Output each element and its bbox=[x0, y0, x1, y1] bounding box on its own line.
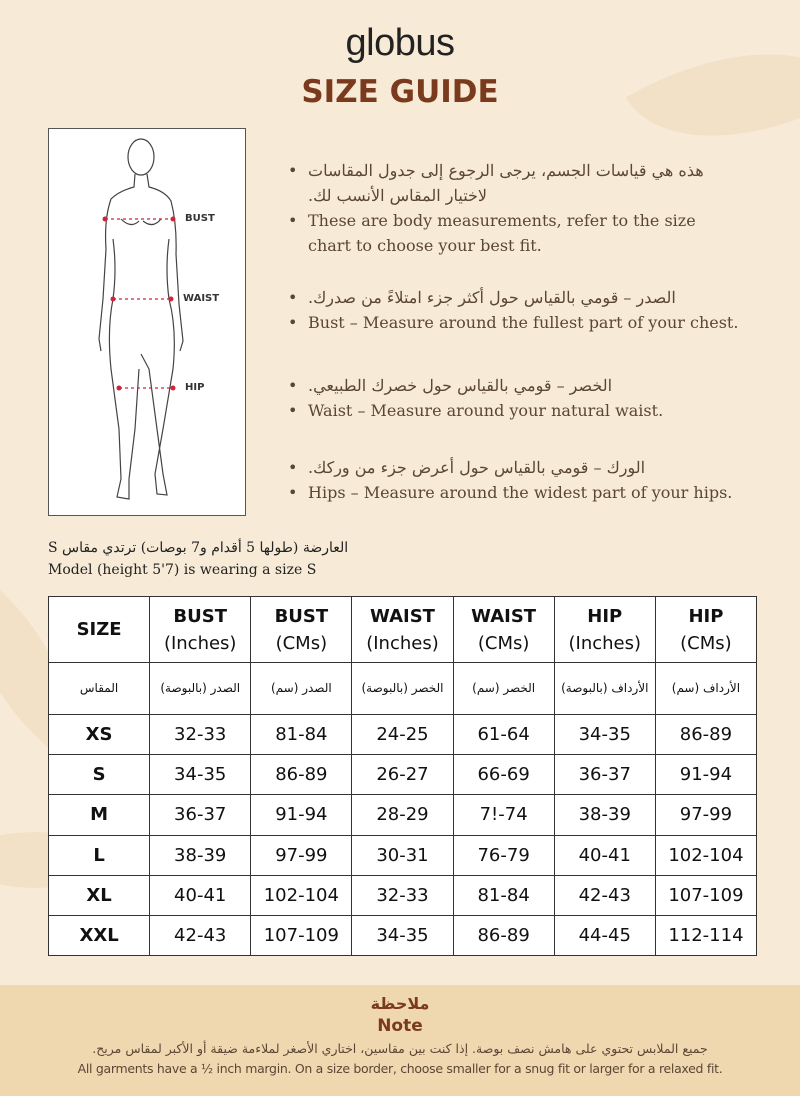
table-cell: 34-35 bbox=[352, 915, 453, 955]
header-unit: (CMs) bbox=[477, 632, 530, 654]
header-main: WAIST bbox=[370, 605, 435, 627]
table-cell: 40-41 bbox=[554, 835, 655, 875]
page-title: SIZE GUIDE bbox=[301, 74, 499, 110]
table-cell: 32-33 bbox=[352, 875, 453, 915]
note-text-ar: جميع الملابس تحتوي على هامش نصف بوصة. إذا كنت بين مقاسين، اختاري الأصغر لملاءمة ضيقة أو الأكبر لمقاس مريح. bbox=[92, 1041, 708, 1056]
table-cell: 91-94 bbox=[655, 755, 756, 795]
table-cell: 40-41 bbox=[150, 875, 251, 915]
bullet-ar: • الصدر – قومي بالقياس حول أكثر جزء امتلاءً من صدرك. bbox=[288, 285, 788, 310]
header-main: BUST bbox=[173, 605, 227, 627]
bullet-ar: • الخصر – قومي بالقياس حول خصرك الطبيعي. bbox=[288, 373, 788, 398]
header-unit: (Inches) bbox=[366, 632, 439, 654]
table-cell: L bbox=[49, 835, 150, 875]
table-cell: 102-104 bbox=[655, 835, 756, 875]
note-title-en: Note bbox=[377, 1016, 423, 1036]
column-header bbox=[352, 597, 453, 663]
table-cell: 66-69 bbox=[453, 755, 554, 795]
note-text-en: All garments have a ½ inch margin. On a size border, choose smaller for a snug fit or larger for a relaxed fit. bbox=[77, 1061, 723, 1076]
header-main: SIZE bbox=[76, 619, 122, 640]
table-cell: 97-99 bbox=[655, 795, 756, 835]
column-header-ar: المقاس bbox=[49, 663, 150, 715]
table-row bbox=[49, 915, 757, 955]
column-header bbox=[554, 597, 655, 663]
note-title-ar: ملاحظة bbox=[370, 994, 430, 1013]
header-row bbox=[49, 597, 757, 663]
table-cell: 42-43 bbox=[554, 875, 655, 915]
column-header-ar: الصدر (سم) bbox=[251, 663, 352, 715]
brand-logo: globus bbox=[345, 22, 455, 64]
table-cell: 34-35 bbox=[554, 715, 655, 755]
table-row bbox=[49, 835, 757, 875]
body-measurement-figure bbox=[48, 128, 246, 516]
model-info-en: Model (height 5'7) is wearing a size S bbox=[48, 562, 317, 578]
header-unit: (Inches) bbox=[163, 632, 237, 654]
hip-label: HIP bbox=[185, 382, 205, 393]
size-chart-table bbox=[48, 596, 757, 956]
table-cell: 76-79 bbox=[453, 835, 554, 875]
bullet-en: • Bust – Measure around the fullest part of your chest. bbox=[288, 310, 788, 335]
table-cell: 38-39 bbox=[554, 795, 655, 835]
table-row bbox=[49, 715, 757, 755]
table-cell: 7!-74 bbox=[453, 795, 554, 835]
table-cell: 86-89 bbox=[655, 715, 756, 755]
table-cell: 97-99 bbox=[251, 835, 352, 875]
table-cell: XL bbox=[49, 875, 150, 915]
bullet-ar: • الورك – قومي بالقياس حول أعرض جزء من وركك. bbox=[288, 455, 788, 480]
table-cell: 86-89 bbox=[251, 755, 352, 795]
table-cell: 26-27 bbox=[352, 755, 453, 795]
table-cell: 61-64 bbox=[453, 715, 554, 755]
column-header bbox=[49, 597, 150, 663]
bullet-en: • Waist – Measure around your natural waist. bbox=[288, 398, 788, 423]
header-main: BUST bbox=[274, 605, 329, 627]
table-cell: 86-89 bbox=[453, 915, 554, 955]
table-cell: 91-94 bbox=[251, 795, 352, 835]
bust-label: BUST bbox=[185, 213, 215, 224]
bullet-en: • These are body measurements, refer to the size chart to choose your best fit. bbox=[288, 208, 738, 258]
column-header bbox=[150, 597, 251, 663]
header-main: WAIST bbox=[471, 605, 537, 627]
model-info bbox=[48, 537, 348, 581]
table-row bbox=[49, 795, 757, 835]
model-info-ar: العارضة (طولها 5 أقدام و7 بوصات) ترتدي مقاس S bbox=[48, 540, 349, 556]
table-cell: 112-114 bbox=[655, 915, 756, 955]
table-row bbox=[49, 755, 757, 795]
header-unit: (CMs) bbox=[275, 632, 328, 654]
header-main: HIP bbox=[587, 605, 623, 627]
table-cell: 44-45 bbox=[554, 915, 655, 955]
column-header-ar: الأرداف (سم) bbox=[655, 663, 756, 715]
column-header-ar: الصدر (بالبوصة) bbox=[150, 663, 251, 715]
table-cell: S bbox=[49, 755, 150, 795]
table-row bbox=[49, 875, 757, 915]
column-header bbox=[655, 597, 756, 663]
table-cell: 36-37 bbox=[554, 755, 655, 795]
table-cell: XS bbox=[49, 715, 150, 755]
table-cell: 42-43 bbox=[150, 915, 251, 955]
table-cell: XXL bbox=[49, 915, 150, 955]
table-cell: 30-31 bbox=[352, 835, 453, 875]
table-cell: 38-39 bbox=[150, 835, 251, 875]
table-cell: 107-109 bbox=[251, 915, 352, 955]
table-cell: 28-29 bbox=[352, 795, 453, 835]
note-section bbox=[0, 985, 800, 1096]
table-cell: 81-84 bbox=[453, 875, 554, 915]
table-cell: 34-35 bbox=[150, 755, 251, 795]
column-header bbox=[251, 597, 352, 663]
table-cell: 32-33 bbox=[150, 715, 251, 755]
header-row-ar bbox=[49, 663, 757, 715]
bullet-en: • Hips – Measure around the widest part of your hips. bbox=[288, 480, 788, 505]
waist-label: WAIST bbox=[183, 293, 220, 304]
header-unit: (CMs) bbox=[680, 632, 732, 654]
table-cell: 24-25 bbox=[352, 715, 453, 755]
bullet-ar: • هذه هي قياسات الجسم، يرجى الرجوع إلى جدول المقاسات لاختيار المقاس الأنسب لك. bbox=[288, 158, 728, 208]
column-header-ar: الخصر (بالبوصة) bbox=[352, 663, 453, 715]
table-cell: 81-84 bbox=[251, 715, 352, 755]
table-cell: 102-104 bbox=[251, 875, 352, 915]
header-main: HIP bbox=[688, 605, 724, 627]
column-header bbox=[453, 597, 554, 663]
header-unit: (Inches) bbox=[568, 632, 642, 654]
column-header-ar: الأرداف (بالبوصة) bbox=[554, 663, 655, 715]
column-header-ar: الخصر (سم) bbox=[453, 663, 554, 715]
table-cell: 107-109 bbox=[655, 875, 756, 915]
measurement-instructions bbox=[288, 158, 788, 543]
table-cell: 36-37 bbox=[150, 795, 251, 835]
table-cell: M bbox=[49, 795, 150, 835]
